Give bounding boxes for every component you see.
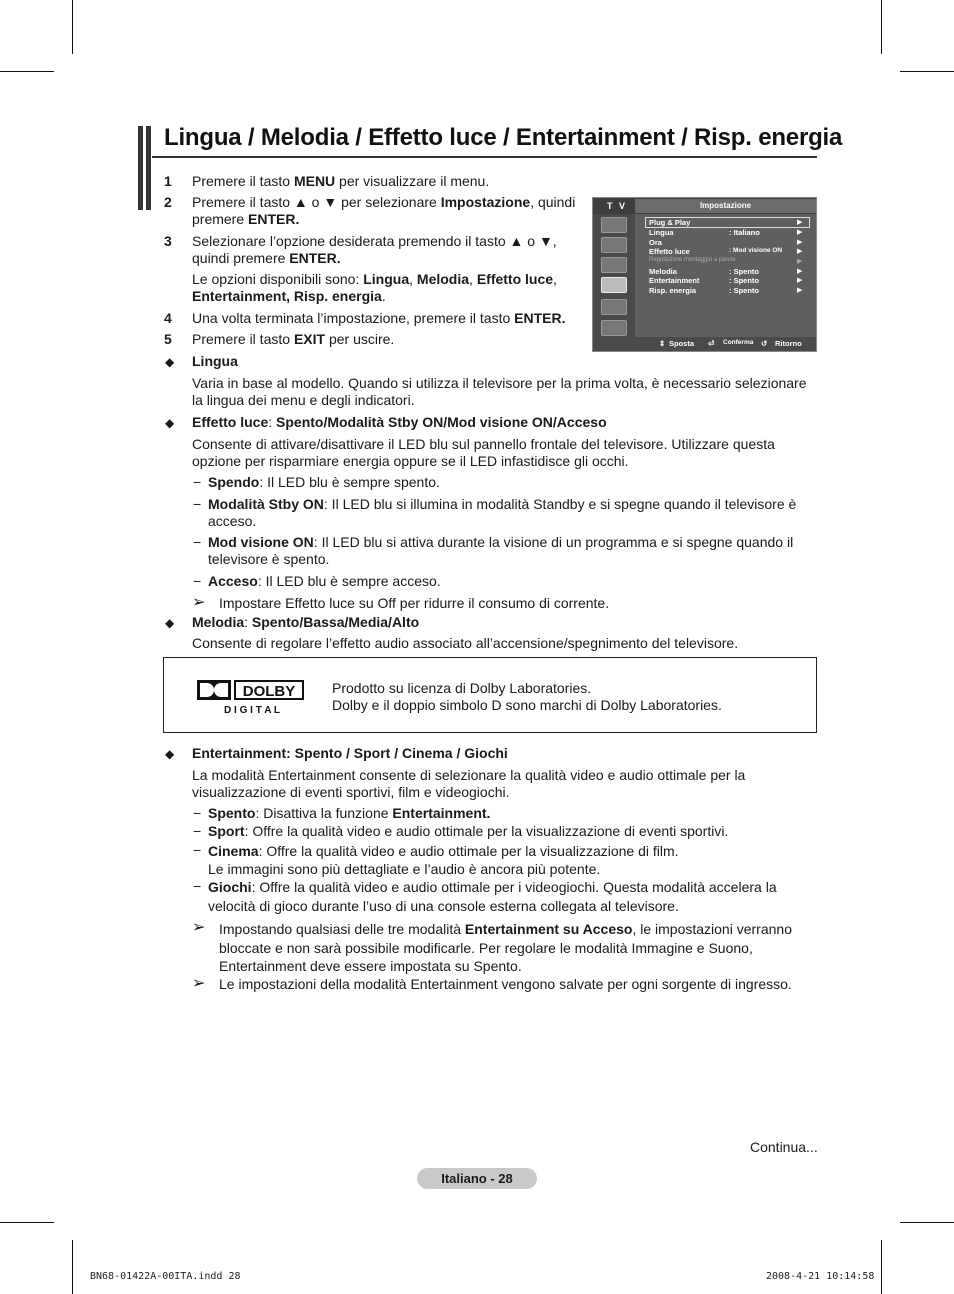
entertainment-note-1: Impostando qualsiasi delle tre modalità Entertainment su Acceso, le impostazioni verranno bloccate e non sarà possibile modificarle. Per regolare le modalità Immagine e Suono, Entertainment deve essere impostata su Spento.: [219, 921, 792, 974]
crop-mark: [0, 1222, 54, 1223]
tv-menu-list: [635, 214, 816, 337]
step-1-text: Premere il tasto MENU per visualizzare il menu.: [192, 173, 490, 189]
arrow-right-icon: ▶: [797, 287, 803, 294]
tv-menu-value: : Spento: [729, 276, 759, 285]
input-icon: [601, 299, 627, 315]
step-5-text: Premere il tasto EXIT per uscire.: [192, 331, 395, 347]
dash-bullet: −: [193, 573, 202, 589]
arrow-right-icon: ▶: [797, 219, 803, 226]
entertainment-heading: Entertainment: Spento / Sport / Cinema / Giochi: [192, 745, 508, 761]
entertainment-option: Giochi: Offre la qualità video e audio ottimale per i videogiochi. Questa modalità accelera la velocità di gioco durante l’uso di una console esterna collegata al televisore.: [208, 879, 777, 914]
effetto-heading: Effetto luce: Spento/Modalità Stby ON/Mod visione ON/Acceso: [192, 414, 607, 430]
effetto-option: Modalità Stby ON: Il LED blu si illumina in modalità Standby e si spegne quando il televisore è acceso.: [208, 496, 797, 529]
tv-menu-item: Regolazione montaggio a parete: [649, 257, 736, 263]
step-3-text: Selezionare l’opzione desiderata premendo il tasto ▲ o ▼, quindi premere ENTER.: [192, 233, 557, 266]
lingua-heading: Lingua: [192, 353, 238, 369]
effetto-note: Impostare Effetto luce su Off per ridurre il consumo di corrente.: [219, 595, 610, 611]
tv-menu-item: Effetto luce: [649, 247, 690, 256]
digital-icon: [601, 320, 627, 336]
arrow-right-icon: ▶: [797, 239, 803, 246]
dash-bullet: −: [193, 496, 202, 512]
bullet-diamond-icon: ◆: [165, 416, 175, 430]
bullet-diamond-icon: ◆: [165, 355, 175, 369]
tv-menu-item: Entertainment: [649, 276, 700, 285]
return-label: Ritorno: [775, 339, 802, 348]
enter-label: Conferma: [723, 339, 754, 346]
dash-bullet: −: [193, 842, 202, 858]
step-2-text: Premere il tasto ▲ o ▼ per selezionare Impostazione, quindi premere ENTER.: [192, 194, 576, 227]
tv-menu-title: Impostazione: [635, 199, 816, 213]
dash-bullet: −: [193, 805, 202, 821]
melodia-description: Consente di regolare l’effetto audio associato all’accensione/spegnimento del televisore.: [192, 635, 739, 651]
crop-mark: [900, 71, 954, 72]
move-icon: ⇕: [659, 339, 666, 348]
dolby-logo-subtext: D I G I T A L: [224, 705, 280, 716]
arrow-right-icon: ▶: [797, 229, 803, 236]
crop-mark: [0, 71, 54, 72]
dash-bullet: −: [193, 823, 202, 839]
tv-menu-item: Risp. energia: [649, 286, 697, 295]
entertainment-option: Sport: Offre la qualità video e audio ottimale per la visualizzazione di eventi sportivi.: [208, 823, 729, 839]
dolby-notice-text: Prodotto su licenza di Dolby Laboratories. Dolby e il doppio simbolo D sono marchi di Dolby Laboratories.: [332, 680, 722, 713]
effetto-description: Consente di attivare/disattivare il LED blu sul pannello frontale del televisore. Utilizzare questa opzione per risparmiare energia oppure se il LED infastidisce gli occhi.: [192, 436, 775, 469]
crop-mark: [72, 0, 73, 54]
tv-menu-sidebar: [593, 214, 635, 337]
continue-label: Continua...: [750, 1139, 818, 1155]
dolby-notice-box: [163, 657, 817, 733]
tv-menu-item: Ora: [649, 238, 662, 247]
print-file-info: BN68-01422A-00ITA.indd 28: [90, 1271, 241, 1282]
tv-menu-item: Melodia: [649, 267, 677, 276]
title-rule: [152, 156, 817, 158]
tv-menu-screenshot: [592, 197, 817, 352]
note-arrow-icon: ➢: [192, 594, 206, 611]
return-icon: ↺: [761, 339, 768, 348]
step-4-text: Una volta terminata l’impostazione, premere il tasto ENTER.: [192, 310, 566, 326]
sound-icon: [601, 237, 627, 253]
bullet-diamond-icon: ◆: [165, 747, 175, 761]
page-title: Lingua / Melodia / Effetto luce / Entertainment / Risp. energia: [164, 124, 843, 151]
tv-menu-value: : Spento: [729, 286, 759, 295]
setup-icon: [601, 277, 627, 293]
channel-icon: [601, 257, 627, 273]
tv-menu-value: : Mod visione ON: [729, 247, 783, 254]
dolby-logo-text: DOLBY: [242, 683, 296, 700]
arrow-right-icon: ▶: [797, 258, 803, 265]
dash-bullet: −: [193, 878, 202, 894]
step-number: 3: [164, 233, 172, 249]
options-list: Le opzioni disponibili sono: Lingua, Melodia, Effetto luce, Entertainment, Risp. energia.: [192, 271, 557, 304]
crop-mark: [881, 1240, 882, 1294]
tv-label: T V: [607, 201, 628, 211]
entertainment-option: Spento: Disattiva la funzione Entertainment.: [208, 805, 491, 821]
title-decoration: [138, 126, 152, 210]
arrow-right-icon: ▶: [797, 277, 803, 284]
note-arrow-icon: ➢: [192, 919, 206, 936]
dash-bullet: −: [193, 474, 202, 490]
entertainment-description: La modalità Entertainment consente di selezionare la qualità video e audio ottimale per la visualizzazione di eventi sportivi, film e videogiochi.: [192, 767, 746, 800]
tv-menu-value: : Spento: [729, 267, 759, 276]
effetto-option: Spendo: Il LED blu è sempre spento.: [208, 474, 440, 490]
tv-menu-value: : Italiano: [729, 228, 760, 237]
tv-menu-header: [593, 198, 816, 214]
lingua-description: Varia in base al modello. Quando si utilizza il televisore per la prima volta, è necessario selezionare la lingua dei menu e degli indicatori.: [192, 375, 807, 408]
entertainment-option: Cinema: Offre la qualità video e audio ottimale per la visualizzazione di film. Le immagini sono più dettagliate e l’audio è ancora più potente.: [208, 843, 679, 877]
arrow-right-icon: ▶: [797, 248, 803, 255]
step-number: 5: [164, 331, 172, 347]
arrow-right-icon: ▶: [797, 268, 803, 275]
step-number: 1: [164, 173, 172, 189]
page-number: Italiano - 28: [417, 1168, 537, 1189]
effetto-option: Acceso: Il LED blu è sempre acceso.: [208, 573, 441, 589]
step-number: 4: [164, 310, 172, 326]
crop-mark: [900, 1222, 954, 1223]
picture-icon: [601, 217, 627, 233]
melodia-heading: Melodia: Spento/Bassa/Media/Alto: [192, 614, 420, 630]
crop-mark: [72, 1240, 73, 1294]
move-label: Sposta: [669, 339, 695, 348]
tv-menu-item: Lingua: [649, 228, 674, 237]
dash-bullet: −: [193, 534, 202, 550]
entertainment-note-2: Le impostazioni della modalità Entertainment vengono salvate per ogni sorgente di ingresso.: [219, 976, 792, 992]
crop-mark: [881, 0, 882, 54]
note-arrow-icon: ➢: [192, 975, 206, 992]
tv-menu-footer: [593, 337, 816, 351]
enter-icon: ⏎: [708, 339, 715, 348]
print-timestamp: 2008-4-21 10:14:58: [766, 1271, 875, 1282]
tv-menu-item: Plug & Play: [649, 218, 691, 227]
bullet-diamond-icon: ◆: [165, 616, 175, 630]
step-number: 2: [164, 194, 172, 210]
dolby-logo: [196, 678, 308, 716]
effetto-option: Mod visione ON: Il LED blu si attiva durante la visione di un programma e si spegne quando il televisore è spento.: [208, 534, 794, 567]
